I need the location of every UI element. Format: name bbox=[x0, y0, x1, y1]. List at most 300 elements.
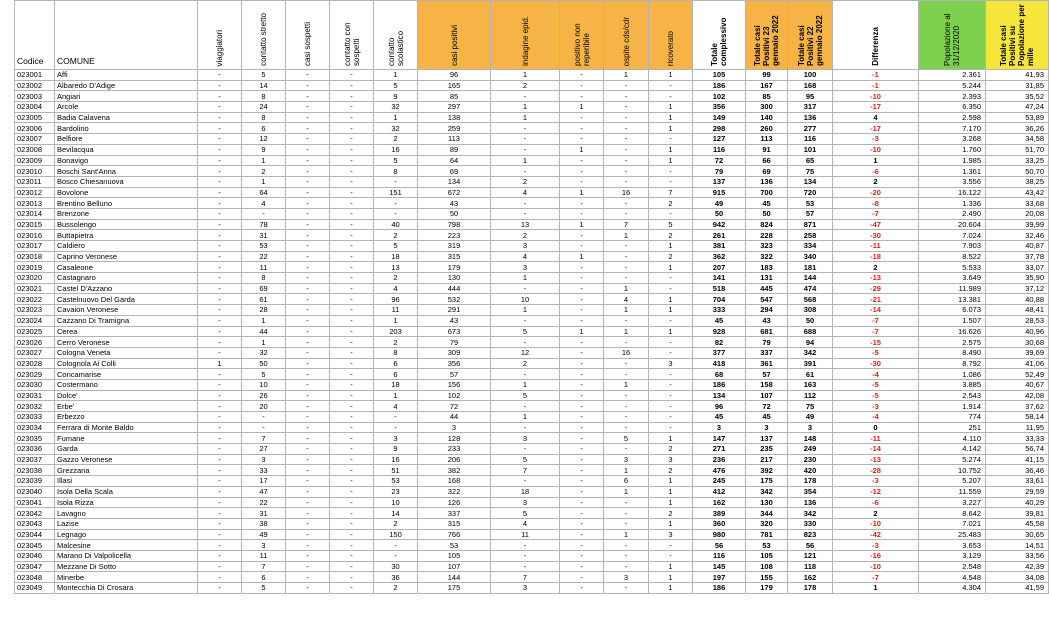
table-cell: 61 bbox=[788, 369, 833, 380]
table-cell: 7 bbox=[491, 465, 560, 476]
table-cell: 1 bbox=[242, 176, 286, 187]
table-cell: 13.381 bbox=[919, 294, 986, 305]
table-cell: 42,39 bbox=[986, 561, 1049, 572]
table-row bbox=[15, 508, 1049, 519]
table-cell: Albaredo D'Adige bbox=[55, 80, 198, 91]
table-cell: 40,96 bbox=[986, 326, 1049, 337]
table-cell: 1 bbox=[604, 529, 649, 540]
table-cell: 12 bbox=[491, 347, 560, 358]
table-cell: 197 bbox=[693, 572, 746, 583]
table-cell: - bbox=[198, 444, 242, 455]
table-cell: - bbox=[330, 166, 374, 177]
table-cell: 6 bbox=[242, 123, 286, 134]
table-cell: 023047 bbox=[15, 561, 55, 572]
table-cell: - bbox=[604, 112, 649, 123]
table-cell: 023037 bbox=[15, 454, 55, 465]
table-cell: 315 bbox=[418, 251, 491, 262]
table-cell: Malcesine bbox=[55, 540, 198, 551]
table-cell: - bbox=[560, 412, 604, 423]
table-cell: 31,85 bbox=[986, 80, 1049, 91]
table-cell: - bbox=[604, 540, 649, 551]
table-cell: 79 bbox=[693, 166, 746, 177]
table-cell: - bbox=[560, 390, 604, 401]
table-cell: - bbox=[604, 251, 649, 262]
table-cell: 1 bbox=[604, 486, 649, 497]
table-cell: 3.885 bbox=[919, 379, 986, 390]
table-cell: - bbox=[286, 91, 330, 102]
table-cell: - bbox=[198, 497, 242, 508]
table-cell: 78 bbox=[242, 219, 286, 230]
table-cell: - bbox=[649, 176, 693, 187]
table-cell: 33 bbox=[242, 465, 286, 476]
column-header bbox=[198, 1, 242, 70]
table-cell: 1 bbox=[198, 358, 242, 369]
table-cell: 2 bbox=[833, 176, 919, 187]
table-cell: 023020 bbox=[15, 273, 55, 284]
table-cell: Grezzana bbox=[55, 465, 198, 476]
table-row bbox=[15, 540, 1049, 551]
table-cell: 3 bbox=[788, 422, 833, 433]
table-cell: 41,59 bbox=[986, 583, 1049, 594]
table-cell: 3 bbox=[604, 454, 649, 465]
table-cell: 277 bbox=[788, 123, 833, 134]
table-cell: - bbox=[286, 518, 330, 529]
table-cell: 5 bbox=[604, 433, 649, 444]
table-cell: - bbox=[330, 412, 374, 423]
table-cell: 68 bbox=[693, 369, 746, 380]
table-cell: 023017 bbox=[15, 241, 55, 252]
table-cell: - bbox=[560, 176, 604, 187]
table-cell: 023028 bbox=[15, 358, 55, 369]
table-cell: - bbox=[198, 518, 242, 529]
table-cell: - bbox=[330, 358, 374, 369]
table-cell: - bbox=[649, 134, 693, 145]
table-cell: -14 bbox=[833, 305, 919, 316]
table-cell: - bbox=[560, 70, 604, 81]
table-cell: - bbox=[604, 123, 649, 134]
table-cell: - bbox=[286, 198, 330, 209]
table-cell: - bbox=[198, 401, 242, 412]
table-row bbox=[15, 315, 1049, 326]
table-cell: Belfiore bbox=[55, 134, 198, 145]
table-cell: 774 bbox=[919, 412, 986, 423]
table-cell: - bbox=[330, 155, 374, 166]
table-cell: 7 bbox=[491, 572, 560, 583]
table-cell: 4 bbox=[242, 198, 286, 209]
table-cell: 20.604 bbox=[919, 219, 986, 230]
table-cell: Castel D'Azzano bbox=[55, 283, 198, 294]
table-cell: 1.985 bbox=[919, 155, 986, 166]
table-cell: 824 bbox=[746, 219, 788, 230]
column-header bbox=[833, 1, 919, 70]
table-cell: - bbox=[330, 198, 374, 209]
table-row bbox=[15, 91, 1049, 102]
column-header-label: contatto con sospetti bbox=[342, 22, 361, 66]
column-header bbox=[560, 1, 604, 70]
table-cell: 3.653 bbox=[919, 540, 986, 551]
table-cell: 31 bbox=[242, 508, 286, 519]
table-cell: 41,15 bbox=[986, 454, 1049, 465]
table-cell: 167 bbox=[746, 80, 788, 91]
table-cell: 4 bbox=[374, 401, 418, 412]
table-cell: 3 bbox=[491, 262, 560, 273]
table-cell: 24 bbox=[242, 102, 286, 113]
covid-cases-table bbox=[14, 0, 1049, 594]
table-cell: 3 bbox=[649, 358, 693, 369]
table-cell: 34,58 bbox=[986, 134, 1049, 145]
table-cell: - bbox=[374, 208, 418, 219]
table-cell: 4.304 bbox=[919, 583, 986, 594]
table-cell: 66 bbox=[746, 155, 788, 166]
table-cell: -3 bbox=[833, 476, 919, 487]
table-cell: 36 bbox=[374, 572, 418, 583]
table-row bbox=[15, 326, 1049, 337]
table-cell: 3 bbox=[491, 497, 560, 508]
table-cell: - bbox=[330, 134, 374, 145]
table-cell: 1 bbox=[649, 241, 693, 252]
column-header-label: Totale casi Positivi 22 gennaio 2022 bbox=[796, 15, 824, 66]
table-cell: - bbox=[649, 166, 693, 177]
table-cell: - bbox=[604, 241, 649, 252]
table-cell: 6.350 bbox=[919, 102, 986, 113]
table-cell: - bbox=[198, 198, 242, 209]
table-cell: - bbox=[560, 508, 604, 519]
table-cell: 28 bbox=[242, 305, 286, 316]
table-cell: - bbox=[286, 476, 330, 487]
table-cell: 105 bbox=[693, 70, 746, 81]
table-cell: 96 bbox=[693, 401, 746, 412]
table-cell: 57 bbox=[788, 208, 833, 219]
table-cell: 4.548 bbox=[919, 572, 986, 583]
table-cell: 116 bbox=[693, 144, 746, 155]
table-cell: 1 bbox=[649, 144, 693, 155]
column-header-label: Totale complessivo bbox=[710, 17, 728, 66]
table-cell: 5 bbox=[491, 508, 560, 519]
table-cell: 130 bbox=[418, 273, 491, 284]
table-cell: Boschi Sant'Anna bbox=[55, 166, 198, 177]
table-cell: -5 bbox=[833, 390, 919, 401]
table-cell: 44 bbox=[242, 326, 286, 337]
table-cell: 130 bbox=[746, 497, 788, 508]
table-cell: - bbox=[604, 497, 649, 508]
table-cell: 342 bbox=[746, 486, 788, 497]
table-row bbox=[15, 465, 1049, 476]
table-cell: 113 bbox=[746, 134, 788, 145]
table-cell: 107 bbox=[418, 561, 491, 572]
table-cell: 37,62 bbox=[986, 401, 1049, 412]
table-cell: 16 bbox=[374, 144, 418, 155]
table-cell: 1 bbox=[649, 561, 693, 572]
table-cell: 18 bbox=[374, 251, 418, 262]
table-cell: - bbox=[198, 70, 242, 81]
table-cell: 1 bbox=[242, 315, 286, 326]
table-row bbox=[15, 476, 1049, 487]
table-cell: - bbox=[198, 369, 242, 380]
table-cell: 4 bbox=[833, 112, 919, 123]
column-header bbox=[242, 1, 286, 70]
table-cell: 1 bbox=[649, 326, 693, 337]
table-cell: - bbox=[286, 273, 330, 284]
table-row bbox=[15, 230, 1049, 241]
table-cell: Cazzano Di Tramigna bbox=[55, 315, 198, 326]
table-cell: 42,08 bbox=[986, 390, 1049, 401]
table-cell: - bbox=[198, 187, 242, 198]
table-cell: - bbox=[286, 444, 330, 455]
table-cell: - bbox=[330, 583, 374, 594]
table-cell: 1 bbox=[491, 112, 560, 123]
table-cell: - bbox=[604, 583, 649, 594]
table-cell: - bbox=[330, 80, 374, 91]
table-cell: 568 bbox=[788, 294, 833, 305]
table-cell: 337 bbox=[746, 347, 788, 358]
table-cell: - bbox=[604, 444, 649, 455]
table-row bbox=[15, 80, 1049, 91]
table-row bbox=[15, 294, 1049, 305]
table-cell: 1 bbox=[604, 305, 649, 316]
table-cell: - bbox=[286, 433, 330, 444]
table-cell: 2 bbox=[491, 80, 560, 91]
table-cell: - bbox=[560, 134, 604, 145]
table-cell: 162 bbox=[693, 497, 746, 508]
table-cell: 023032 bbox=[15, 401, 55, 412]
table-cell: - bbox=[286, 497, 330, 508]
table-cell: 181 bbox=[788, 262, 833, 273]
table-cell: -3 bbox=[833, 134, 919, 145]
table-cell: Casaleone bbox=[55, 262, 198, 273]
table-cell: 6 bbox=[604, 476, 649, 487]
table-cell: 162 bbox=[788, 572, 833, 583]
table-cell: 2 bbox=[649, 198, 693, 209]
table-cell: 8.522 bbox=[919, 251, 986, 262]
table-cell: 16 bbox=[604, 347, 649, 358]
table-cell: 322 bbox=[418, 486, 491, 497]
table-cell: 178 bbox=[788, 583, 833, 594]
table-cell: - bbox=[330, 529, 374, 540]
table-cell: - bbox=[330, 433, 374, 444]
table-cell: 107 bbox=[746, 390, 788, 401]
table-cell: 1.914 bbox=[919, 401, 986, 412]
table-cell: 47 bbox=[242, 486, 286, 497]
table-cell: 2 bbox=[491, 176, 560, 187]
table-cell: 6 bbox=[242, 572, 286, 583]
table-cell: - bbox=[286, 230, 330, 241]
table-cell: - bbox=[286, 358, 330, 369]
table-cell: 8 bbox=[374, 347, 418, 358]
table-cell: 5 bbox=[491, 390, 560, 401]
table-cell: 412 bbox=[693, 486, 746, 497]
table-cell: 14 bbox=[242, 80, 286, 91]
table-cell: - bbox=[560, 358, 604, 369]
table-cell: 474 bbox=[788, 283, 833, 294]
table-cell: 1 bbox=[560, 219, 604, 230]
table-cell: 7 bbox=[242, 561, 286, 572]
table-cell: -7 bbox=[833, 208, 919, 219]
table-cell: 6 bbox=[374, 358, 418, 369]
table-cell: 49 bbox=[693, 198, 746, 209]
table-cell: - bbox=[649, 412, 693, 423]
table-cell: 14 bbox=[374, 508, 418, 519]
table-cell: -10 bbox=[833, 91, 919, 102]
table-cell: 342 bbox=[788, 347, 833, 358]
table-cell: - bbox=[374, 422, 418, 433]
table-cell: 136 bbox=[788, 497, 833, 508]
table-cell: - bbox=[330, 219, 374, 230]
table-cell: -7 bbox=[833, 326, 919, 337]
table-cell: - bbox=[330, 273, 374, 284]
table-cell: - bbox=[604, 166, 649, 177]
table-cell: 27 bbox=[242, 444, 286, 455]
table-cell: 3.268 bbox=[919, 134, 986, 145]
table-cell: - bbox=[560, 283, 604, 294]
table-cell: - bbox=[330, 476, 374, 487]
table-cell: Ferrara di Monte Baldo bbox=[55, 422, 198, 433]
column-header bbox=[418, 1, 491, 70]
table-cell: 2 bbox=[649, 465, 693, 476]
table-cell: - bbox=[560, 518, 604, 529]
table-cell: 118 bbox=[788, 561, 833, 572]
table-cell: 56 bbox=[788, 540, 833, 551]
table-cell: 32,46 bbox=[986, 230, 1049, 241]
table-cell: 79 bbox=[746, 337, 788, 348]
table-cell: - bbox=[374, 412, 418, 423]
table-cell: Buttapietra bbox=[55, 230, 198, 241]
table-cell: 1 bbox=[833, 155, 919, 166]
table-cell: 94 bbox=[788, 337, 833, 348]
table-cell: 65 bbox=[788, 155, 833, 166]
table-cell: 2 bbox=[649, 444, 693, 455]
table-cell: - bbox=[198, 390, 242, 401]
table-cell: Garda bbox=[55, 444, 198, 455]
table-cell: 3.129 bbox=[919, 550, 986, 561]
table-cell: 48,41 bbox=[986, 305, 1049, 316]
table-row bbox=[15, 123, 1049, 134]
table-cell: - bbox=[330, 123, 374, 134]
table-cell: - bbox=[198, 379, 242, 390]
table-cell: - bbox=[330, 187, 374, 198]
table-cell: 023036 bbox=[15, 444, 55, 455]
table-cell: 207 bbox=[693, 262, 746, 273]
table-cell: 45 bbox=[746, 412, 788, 423]
table-cell: 8.792 bbox=[919, 358, 986, 369]
table-cell: 476 bbox=[693, 465, 746, 476]
table-cell: 1 bbox=[649, 102, 693, 113]
table-cell: 127 bbox=[693, 134, 746, 145]
table-row bbox=[15, 497, 1049, 508]
table-cell: Bonavigo bbox=[55, 155, 198, 166]
table-cell: 8 bbox=[242, 273, 286, 284]
table-row bbox=[15, 262, 1049, 273]
table-cell: 223 bbox=[418, 230, 491, 241]
table-row bbox=[15, 347, 1049, 358]
table-body bbox=[15, 70, 1049, 594]
table-cell: - bbox=[330, 550, 374, 561]
table-cell: - bbox=[560, 123, 604, 134]
table-cell: - bbox=[491, 369, 560, 380]
table-cell: - bbox=[198, 529, 242, 540]
table-cell: - bbox=[330, 326, 374, 337]
table-cell: - bbox=[286, 529, 330, 540]
table-cell: - bbox=[198, 155, 242, 166]
table-cell: - bbox=[604, 550, 649, 561]
table-cell: - bbox=[491, 144, 560, 155]
table-cell: 12 bbox=[242, 134, 286, 145]
table-cell: 85 bbox=[418, 91, 491, 102]
table-cell: -5 bbox=[833, 379, 919, 390]
table-cell: 023002 bbox=[15, 80, 55, 91]
table-cell: - bbox=[560, 262, 604, 273]
table-cell: 108 bbox=[746, 561, 788, 572]
table-cell: 720 bbox=[788, 187, 833, 198]
table-cell: Bevilacqua bbox=[55, 144, 198, 155]
table-cell: - bbox=[286, 112, 330, 123]
table-cell: 100 bbox=[788, 70, 833, 81]
table-cell: 1 bbox=[649, 486, 693, 497]
table-cell: 22 bbox=[242, 251, 286, 262]
table-cell: -13 bbox=[833, 454, 919, 465]
table-cell: - bbox=[330, 444, 374, 455]
table-cell: - bbox=[560, 497, 604, 508]
table-cell: - bbox=[198, 262, 242, 273]
table-cell: 1.507 bbox=[919, 315, 986, 326]
table-cell: 2 bbox=[374, 230, 418, 241]
column-header bbox=[649, 1, 693, 70]
table-cell: - bbox=[198, 144, 242, 155]
table-cell: 344 bbox=[746, 508, 788, 519]
table-cell: 7.021 bbox=[919, 518, 986, 529]
table-cell: 315 bbox=[418, 518, 491, 529]
table-cell: 44 bbox=[418, 412, 491, 423]
table-cell: 942 bbox=[693, 219, 746, 230]
table-cell: -15 bbox=[833, 337, 919, 348]
table-cell: 023010 bbox=[15, 166, 55, 177]
table-cell: 91 bbox=[746, 144, 788, 155]
table-cell: - bbox=[286, 572, 330, 583]
table-cell: 1 bbox=[491, 102, 560, 113]
table-cell: 1 bbox=[242, 337, 286, 348]
table-cell: 5 bbox=[374, 241, 418, 252]
table-cell: - bbox=[286, 486, 330, 497]
table-cell: Cerro Veronese bbox=[55, 337, 198, 348]
table-cell: - bbox=[330, 422, 374, 433]
table-cell: 1 bbox=[560, 144, 604, 155]
table-cell: - bbox=[560, 379, 604, 390]
table-cell: - bbox=[649, 369, 693, 380]
table-cell: - bbox=[649, 347, 693, 358]
table-cell: - bbox=[198, 572, 242, 583]
table-cell: 30,65 bbox=[986, 529, 1049, 540]
table-cell: 023025 bbox=[15, 326, 55, 337]
table-cell: 126 bbox=[418, 497, 491, 508]
table-cell: Bosco Chiesanuova bbox=[55, 176, 198, 187]
table-cell: - bbox=[374, 176, 418, 187]
table-cell: - bbox=[330, 572, 374, 583]
table-cell: 2 bbox=[491, 358, 560, 369]
table-cell: 2 bbox=[649, 230, 693, 241]
table-cell: 33,56 bbox=[986, 550, 1049, 561]
table-cell: 023021 bbox=[15, 283, 55, 294]
table-cell: 151 bbox=[374, 187, 418, 198]
table-cell: -10 bbox=[833, 561, 919, 572]
table-cell: -10 bbox=[833, 518, 919, 529]
table-cell: 023001 bbox=[15, 70, 55, 81]
table-cell: 43,42 bbox=[986, 187, 1049, 198]
table-cell: 1 bbox=[491, 412, 560, 423]
table-cell: - bbox=[286, 369, 330, 380]
table-cell: - bbox=[198, 433, 242, 444]
table-cell: - bbox=[560, 529, 604, 540]
table-cell: 53 bbox=[374, 476, 418, 487]
table-cell: 52,49 bbox=[986, 369, 1049, 380]
